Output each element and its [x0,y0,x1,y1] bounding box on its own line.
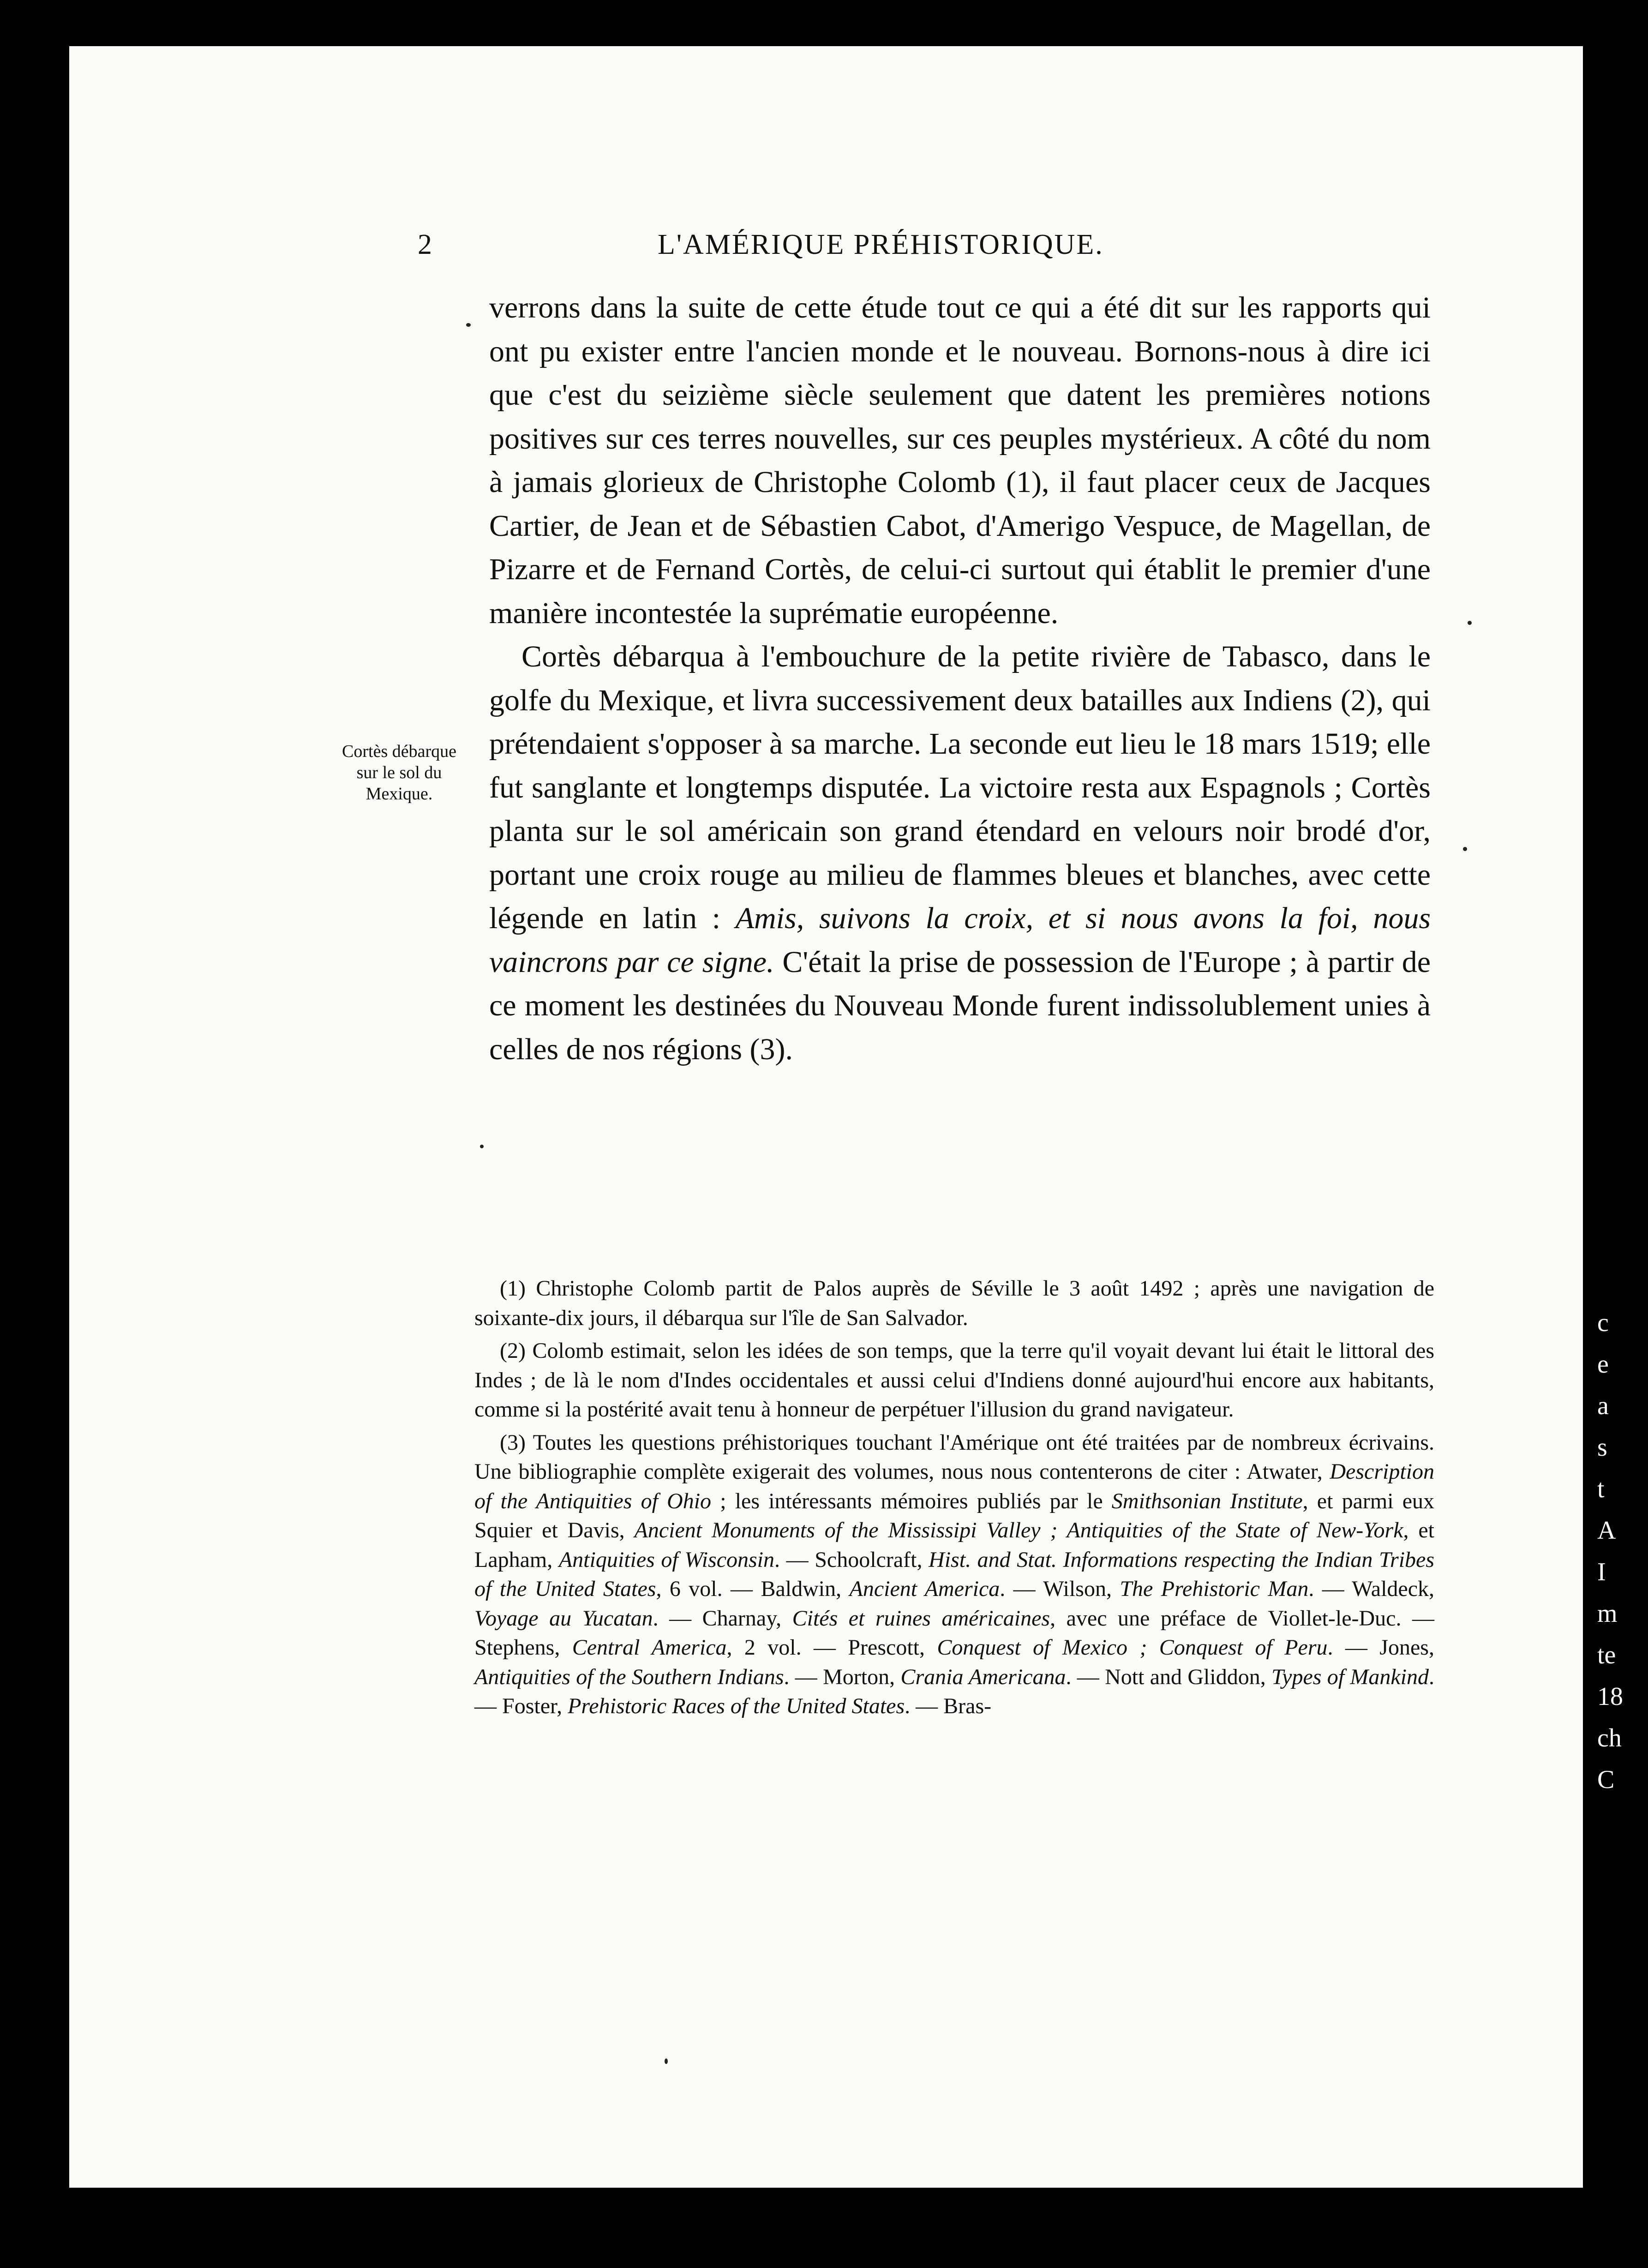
footnote-3-text: . — Schoolcraft, [774,1547,929,1572]
ink-speck [466,323,471,327]
adjacent-page-letter: m [1597,1599,1618,1628]
adjacent-page-letter: te [1597,1641,1616,1669]
footnote-3-text: . — Foster, [474,1664,1434,1718]
cited-title: Prehistoric Races of the United States [568,1694,905,1718]
footnote-3-text: . — Jones, [1327,1635,1434,1660]
scan-border-left [0,0,69,2268]
footnote-3-text: ; les intéressants mémoires publiés par le [711,1488,1112,1513]
cited-title: Antiquities of Wisconsin [558,1547,775,1572]
footnote-3-text: , 2 vol. — Prescott, [726,1635,937,1660]
footnote-3-text: (3) Toutes les questions préhistoriques touchant l'Amérique ont été traitées par de nombreux écrivains. Une bibliographie complète exigerait des volumes, nous nous contenterons de citer : Atwater, [474,1430,1434,1484]
adjacent-page-letter: a [1597,1392,1609,1420]
adjacent-page-letter: C [1597,1765,1615,1794]
footnote-3-text: , avec une préface de Viollet-le-Duc. — Stephens, [474,1606,1435,1660]
cited-title: The Prehistoric Man [1120,1577,1309,1601]
cited-title: Ancient Monuments of the Mississipi Valley ; Antiquities of the State of New-York [634,1518,1403,1542]
paragraph-2-end: C'était la prise de possession de l'Europe ; à partir de ce moment les destinées du Nouveau Monde furent indissolublement unies à celles de nos régions (3). [489,945,1431,1066]
footnote-3-text: , 6 vol. — Baldwin, [656,1577,850,1601]
latin-motto: Amis, suivons la croix, et si nous avons la foi, nous vaincrons par ce signe. [489,901,1431,979]
footnotes [474,1274,1434,1725]
cited-title: Crania Americana [900,1664,1066,1689]
adjacent-page-letter: A [1597,1516,1616,1545]
cited-title: Cités et ruines américaines [792,1606,1050,1631]
footnote-3-text: . — Nott and Gliddon, [1066,1664,1271,1689]
adjacent-page-letter: I [1597,1558,1606,1586]
footnote-3-text: . — Waldeck, [1308,1577,1435,1601]
margin-note: Cortès débarque sur le sol du Mexique. [342,742,456,804]
ink-speck [1463,847,1467,851]
cited-title: Voyage au Yucatan [474,1606,653,1631]
footnote-3-text: . — Morton, [784,1664,901,1689]
footnote-3-text: . — Wilson, [1000,1577,1120,1601]
adjacent-page-letter: 18 [1597,1682,1623,1711]
cited-title: Description of the Antiquities of Ohio [474,1459,1434,1513]
running-title: L'AMÉRIQUE PRÉHISTORIQUE. [658,229,1104,260]
cited-title: Ancient America [849,1577,1000,1601]
adjacent-page-letters [1597,1306,1630,1805]
paragraph-1: verrons dans la suite de cette étude tout ce qui a été dit sur les rapports qui ont pu exister entre l'ancien monde et le nouveau. Bornons-nous à dire ici que c'est du seizième siècle seulement que datent les premières notions positives sur ces terres nouvelles, sur ces peuples mystérieux. A côté du nom à jamais glorieux de Christophe Colomb (1), il faut placer ceux de Jacques Cartier, de Jean et de Sébastien Cabot, d'Amerigo Vespuce, de Magellan, de Pizarre et de Fernand Cortès, de celui-ci surtout qui établit le premier d'une manière incontestée la suprématie européenne. [489,291,1431,630]
adjacent-page-strip [1583,0,1648,2268]
adjacent-page-letter: ch [1597,1724,1622,1752]
footnote-1: (1) Christophe Colomb partit de Palos auprès de Séville le 3 août 1492 ; après une navigation de soixante-dix jours, il débarqua sur l'île de San Salvador. [474,1276,1434,1330]
cited-title: Central America [572,1635,727,1660]
adjacent-page-letter: t [1597,1475,1605,1503]
page-header [418,228,1248,265]
footnote-3 [474,1428,1434,1721]
body-text [489,286,1431,1071]
adjacent-page-letter: e [1597,1350,1609,1379]
adjacent-page-letter: c [1597,1308,1609,1337]
ink-speck [480,1145,484,1148]
footnote-2: (2) Colomb estimait, selon les idées de son temps, que la terre qu'il voyait devant lui était le littoral des Indes ; de là le nom d'Indes occidentales et aussi celui d'Indiens donné aujourd'hui encore aux habitants, comme si la postérité avait tenu à honneur de perpétuer l'illusion du grand navigateur. [474,1338,1434,1422]
footnote-3-text: . — Bras- [905,1694,992,1718]
footnote-3-text: , et parmi eux Squier et Davis, [474,1488,1435,1542]
cited-title: Antiquities of the Southern Indians [474,1664,784,1689]
cited-title: Hist. and Stat. Informations respecting the Indian Tribes of the United States [474,1547,1435,1601]
ink-speck [1468,621,1472,625]
page-number: 2 [418,229,433,260]
footnote-3-text: , et Lapham, [474,1518,1435,1572]
paragraph-2-text: Cortès débarqua à l'embouchure de la petite rivière de Tabasco, dans le golfe du Mexique, et livra successivement deux batailles aux Indiens (2), qui prétendaient s'opposer à sa marche. La seconde eut lieu le 18 mars 1519; elle fut sanglante et longtemps disputée. La victoire resta aux Espagnols ; Cortès planta sur le sol américain son grand étendard en velours noir brodé d'or, portant une croix rouge au milieu de flammes bleues et blanches, avec cette légende en latin : [489,640,1431,935]
footnote-3-text: . — Charnay, [653,1606,792,1631]
adjacent-page-letter: s [1597,1433,1607,1462]
paragraph-2 [489,635,1431,1071]
cited-title: Smithsonian Institute [1111,1488,1303,1513]
cited-title: Types of Mankind [1271,1664,1429,1689]
ink-speck [665,2058,668,2064]
cited-title: Conquest of Mexico ; Conquest of Peru [937,1635,1328,1660]
